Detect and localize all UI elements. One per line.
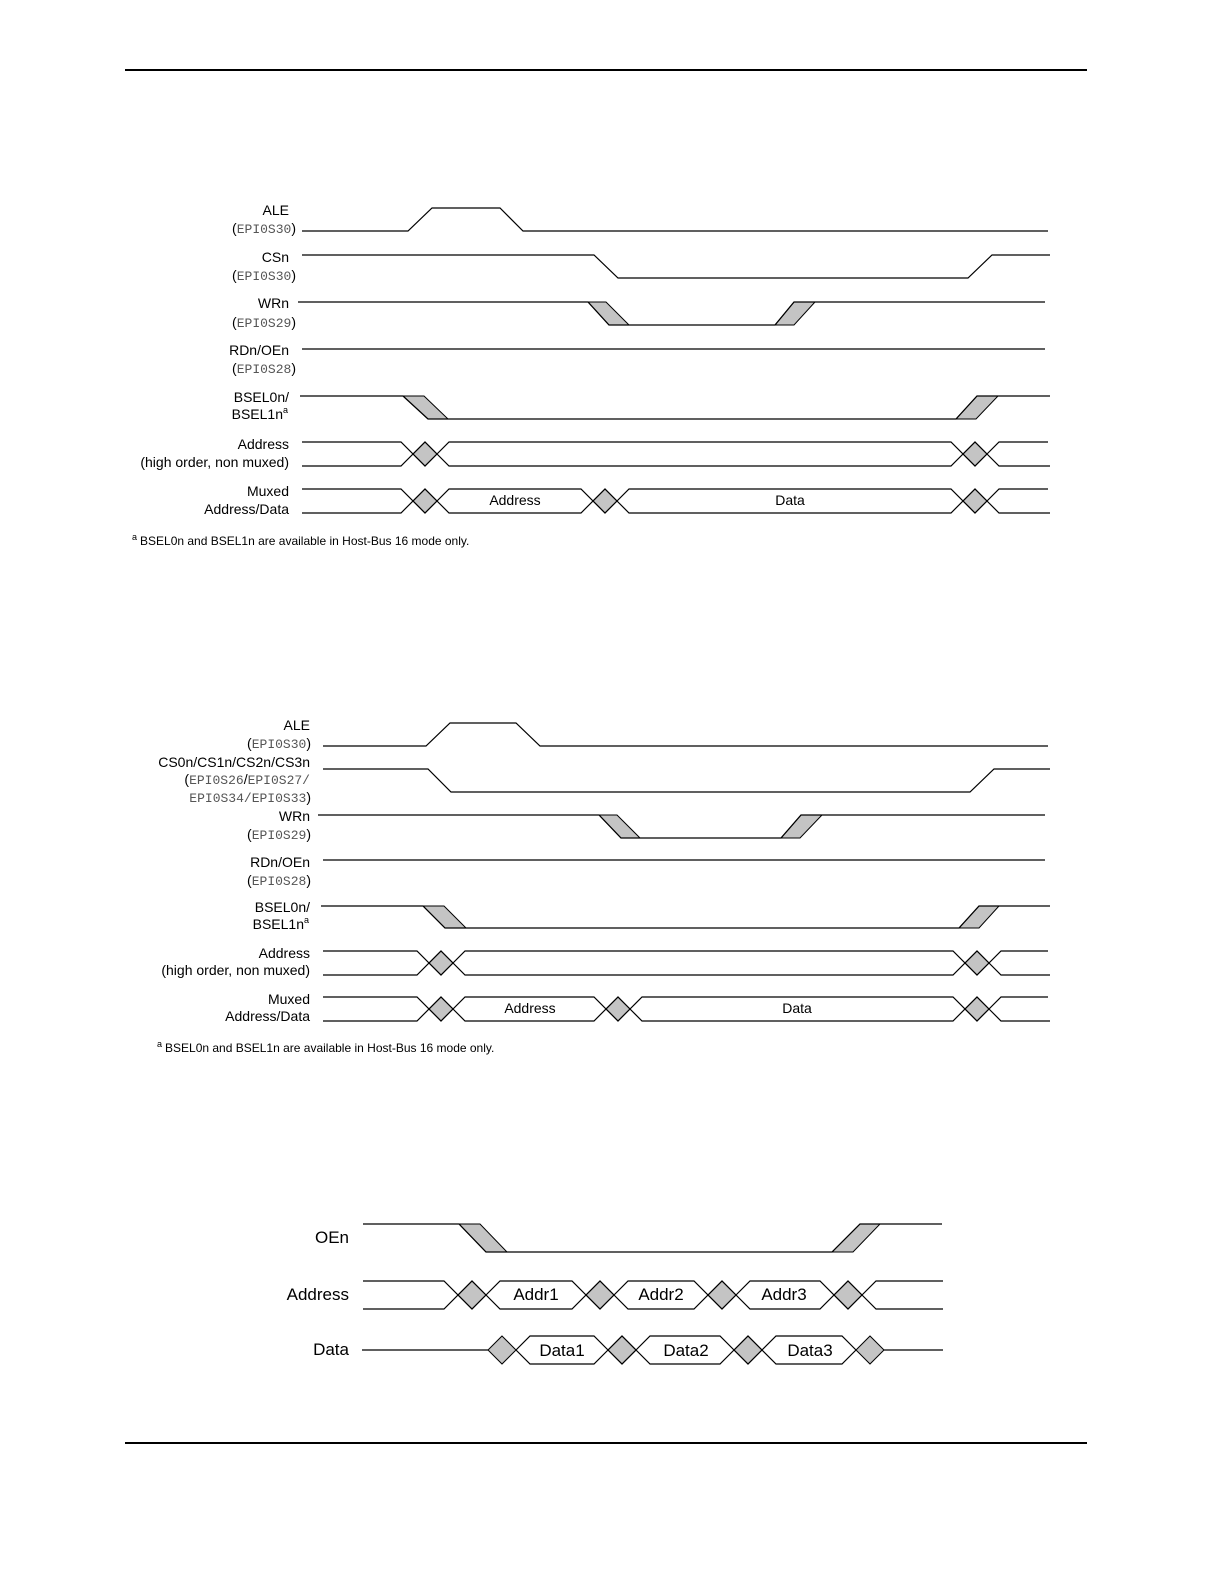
bus-segment-label: Addr2	[638, 1285, 684, 1304]
signal-label-2: (high order, non muxed)	[161, 962, 310, 978]
signal-label: Address	[286, 1285, 349, 1304]
signal-bsel	[253, 899, 1050, 932]
signal-label: Muxed	[246, 483, 289, 499]
signal-label: BSEL0n/	[254, 899, 310, 915]
signal-cs	[158, 754, 1050, 806]
signal-wrn	[247, 808, 1045, 843]
signal-address-high	[161, 945, 1050, 978]
timing-diagram-1	[132, 202, 1050, 548]
signal-ale	[247, 717, 1048, 752]
signal-pin: (EPI0S30)	[232, 220, 296, 237]
signal-label: ALE	[283, 717, 310, 733]
signal-label: CS0n/CS1n/CS2n/CS3n	[158, 754, 310, 770]
bus-segment-label: Data3	[787, 1341, 833, 1360]
signal-label: OEn	[314, 1228, 349, 1247]
signal-address-high	[140, 436, 1050, 470]
signal-pin: (EPI0S29)	[247, 826, 311, 843]
signal-oen	[315, 1224, 942, 1252]
signal-rdn-oen	[247, 854, 1045, 889]
signal-data	[313, 1336, 943, 1364]
signal-wrn	[232, 295, 1045, 331]
signal-label: CSn	[261, 249, 289, 265]
signal-csn	[232, 249, 1050, 284]
signal-label-2: $BSEL1n^a$	[252, 915, 309, 932]
signal-ale	[232, 202, 1048, 237]
signal-label: Address	[237, 436, 289, 452]
bus-segment-label: Data	[782, 1000, 812, 1016]
bus-segment-label: Address	[489, 492, 541, 508]
signal-muxed-address-data	[225, 991, 1050, 1024]
bus-segment-label: Address	[504, 1000, 556, 1016]
signal-pin: (EPI0S28)	[247, 872, 311, 889]
signal-label-2: Address/Data	[204, 501, 289, 517]
signal-pin: (EPI0S28)	[232, 360, 296, 377]
signal-muxed-address-data	[204, 483, 1050, 517]
bus-segment-label: Data2	[663, 1341, 709, 1360]
timing-diagram-3	[287, 1224, 943, 1364]
bus-segment-label: Data	[775, 492, 805, 508]
signal-bsel	[232, 389, 1050, 422]
signal-label: Muxed	[267, 991, 310, 1007]
signal-label-2: Address/Data	[225, 1008, 310, 1024]
signal-label-2: (high order, non muxed)	[140, 454, 289, 470]
footnote: $^a$ $_{BSEL0n and BSEL1n are available in Host-Bus 16 mode only.}$	[157, 1039, 495, 1055]
signal-pin: (EPI0S26/EPI0S27/	[184, 771, 310, 788]
signal-pin: (EPI0S30)	[232, 267, 296, 284]
signal-pin-2: EPI0S34/EPI0S33)	[189, 789, 311, 806]
timing-diagram-2	[157, 717, 1050, 1055]
signal-pin: (EPI0S30)	[247, 735, 311, 752]
signal-label: BSEL0n/	[233, 389, 289, 405]
signal-label: Data	[313, 1340, 349, 1359]
bus-segment-label: Addr3	[761, 1285, 807, 1304]
signal-label: Address	[258, 945, 310, 961]
signal-label: WRn	[257, 295, 289, 311]
bus-segment-label: Addr1	[513, 1285, 559, 1304]
signal-label: RDn/OEn	[229, 342, 289, 358]
signal-address	[287, 1281, 943, 1309]
signal-label: ALE	[262, 202, 289, 218]
bus-segment-label: Data1	[539, 1341, 585, 1360]
signal-label: RDn/OEn	[250, 854, 310, 870]
footnote: $^a$ $_{BSEL0n and BSEL1n are available in Host-Bus 16 mode only.}$	[132, 532, 470, 548]
signal-pin: (EPI0S29)	[232, 314, 296, 331]
signal-label: WRn	[278, 808, 310, 824]
signal-label-2: $BSEL1n^a$	[231, 405, 288, 422]
signal-rdn-oen	[229, 342, 1045, 377]
